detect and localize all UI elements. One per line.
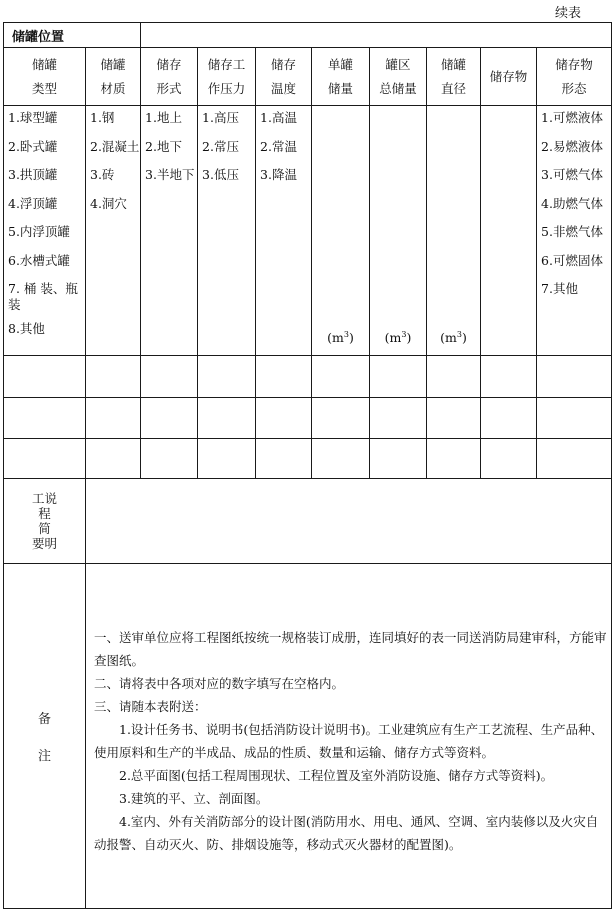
- tank-type-options: [4, 106, 86, 356]
- option-item: 2.地下: [145, 138, 182, 154]
- header-storage-form: 储存 形式: [141, 48, 198, 106]
- note-3-3: 3.建筑的平、立、剖面图。: [119, 791, 269, 806]
- option-item: 1.钢: [90, 110, 115, 125]
- storage-temperature-options: [256, 106, 312, 356]
- note-3-1: 1.设计任务书、说明书(包括消防设计说明书)。工业建筑应有生产工艺流程、生产品种、使用原料和生产的半成品、成品的性质、数量和运输、储存方式等资料。: [94, 722, 604, 760]
- option-item: 4.浮顶罐: [8, 195, 58, 211]
- header-row: [4, 48, 612, 106]
- option-item: 4.洞穴: [90, 195, 127, 211]
- blank-entry-row[interactable]: [4, 439, 612, 479]
- working-pressure-options: [198, 106, 256, 356]
- header-tank-material: 储罐 材质: [86, 48, 141, 106]
- header-stored-substance: 储存物: [481, 48, 537, 106]
- blank-entry-row[interactable]: [4, 356, 612, 398]
- stored-substance-field[interactable]: [481, 106, 537, 356]
- option-item: 3.低压: [202, 167, 239, 182]
- option-item: 6.可燃固体: [541, 252, 603, 268]
- tank-location-label: 储罐位置: [4, 23, 141, 48]
- option-item: 5.内浮顶罐: [8, 224, 70, 239]
- header-substance-state: 储存物 形态: [537, 48, 612, 106]
- continued-label: 续表: [554, 6, 581, 21]
- option-item: 1.高温: [260, 110, 297, 125]
- tank-diameter-unit[interactable]: $(m^3)$: [427, 106, 481, 356]
- options-row: [4, 106, 612, 356]
- substance-state-options: [537, 106, 612, 356]
- option-item: 1.地上: [145, 110, 182, 125]
- header-area-total-capacity: 罐区 总储量: [370, 48, 427, 106]
- note-3-2: 2.总平面图(包括工程周围现状、工程位置及室外消防设施、储存方式等资料)。: [119, 768, 554, 783]
- option-item: 2.卧式罐: [8, 138, 58, 154]
- remarks-notes: [86, 564, 612, 909]
- option-item: 2.混凝土: [90, 138, 140, 154]
- location-row: [4, 23, 612, 48]
- header-working-pressure: 储存工 作压力: [198, 48, 256, 106]
- option-item: 3.半地下: [145, 167, 195, 182]
- option-item: 1.球型罐: [8, 110, 58, 125]
- option-item: 3.降温: [260, 167, 297, 182]
- area-total-capacity-unit[interactable]: $(m^3)$: [370, 106, 427, 356]
- header-single-tank-capacity: 单罐 储量: [312, 48, 370, 106]
- option-item: 4.助燃气体: [541, 195, 603, 211]
- option-item: 6.水槽式罐: [8, 252, 70, 268]
- project-description-label: 工说 程 简 要明: [4, 479, 86, 564]
- note-2: 二、请将表中各项对应的数字填写在空格内。: [94, 676, 345, 691]
- remarks-row: [4, 564, 612, 909]
- tank-material-options: [86, 106, 141, 356]
- option-item: 7. 桶 装、瓶 装: [8, 281, 78, 312]
- option-item: 3.拱顶罐: [8, 167, 58, 182]
- storage-tank-form: [3, 22, 612, 909]
- option-item: 2.常温: [260, 138, 297, 154]
- tank-location-field[interactable]: [141, 23, 612, 48]
- note-3-4: 4.室内、外有关消防部分的设计图(消防用水、用电、通风、空调、室内装修以及火灾自动报警、自动灭火、防、排烟设施等，移动式灭火器材的配置图)。: [94, 814, 599, 852]
- option-item: 2.易燃液体: [541, 138, 603, 154]
- note-3: 三、请随本表附送：: [94, 699, 207, 714]
- remarks-label: 备 注: [4, 564, 86, 909]
- project-description-field[interactable]: [86, 479, 612, 564]
- note-1: 一、送审单位应将工程图纸按统一规格装订成册，连同填好的表一同送消防局建审科，方能审查图纸。: [94, 630, 607, 668]
- option-item: 1.可燃液体: [541, 110, 603, 125]
- option-item: 8.其他: [8, 321, 45, 336]
- project-description-row: [4, 479, 612, 564]
- option-item: 3.可燃气体: [541, 167, 603, 182]
- option-item: 2.常压: [202, 138, 239, 154]
- blank-entry-row[interactable]: [4, 398, 612, 439]
- storage-form-options: [141, 106, 198, 356]
- option-item: 3.砖: [90, 167, 115, 182]
- header-tank-diameter: 储罐 直径: [427, 48, 481, 106]
- option-item: 1.高压: [202, 110, 239, 125]
- option-item: 5.非燃气体: [541, 224, 603, 239]
- single-tank-capacity-unit[interactable]: $(m^3)$: [312, 106, 370, 356]
- option-item: 7.其他: [541, 281, 578, 296]
- header-tank-type: 储罐 类型: [4, 48, 86, 106]
- header-storage-temperature: 储存 温度: [256, 48, 312, 106]
